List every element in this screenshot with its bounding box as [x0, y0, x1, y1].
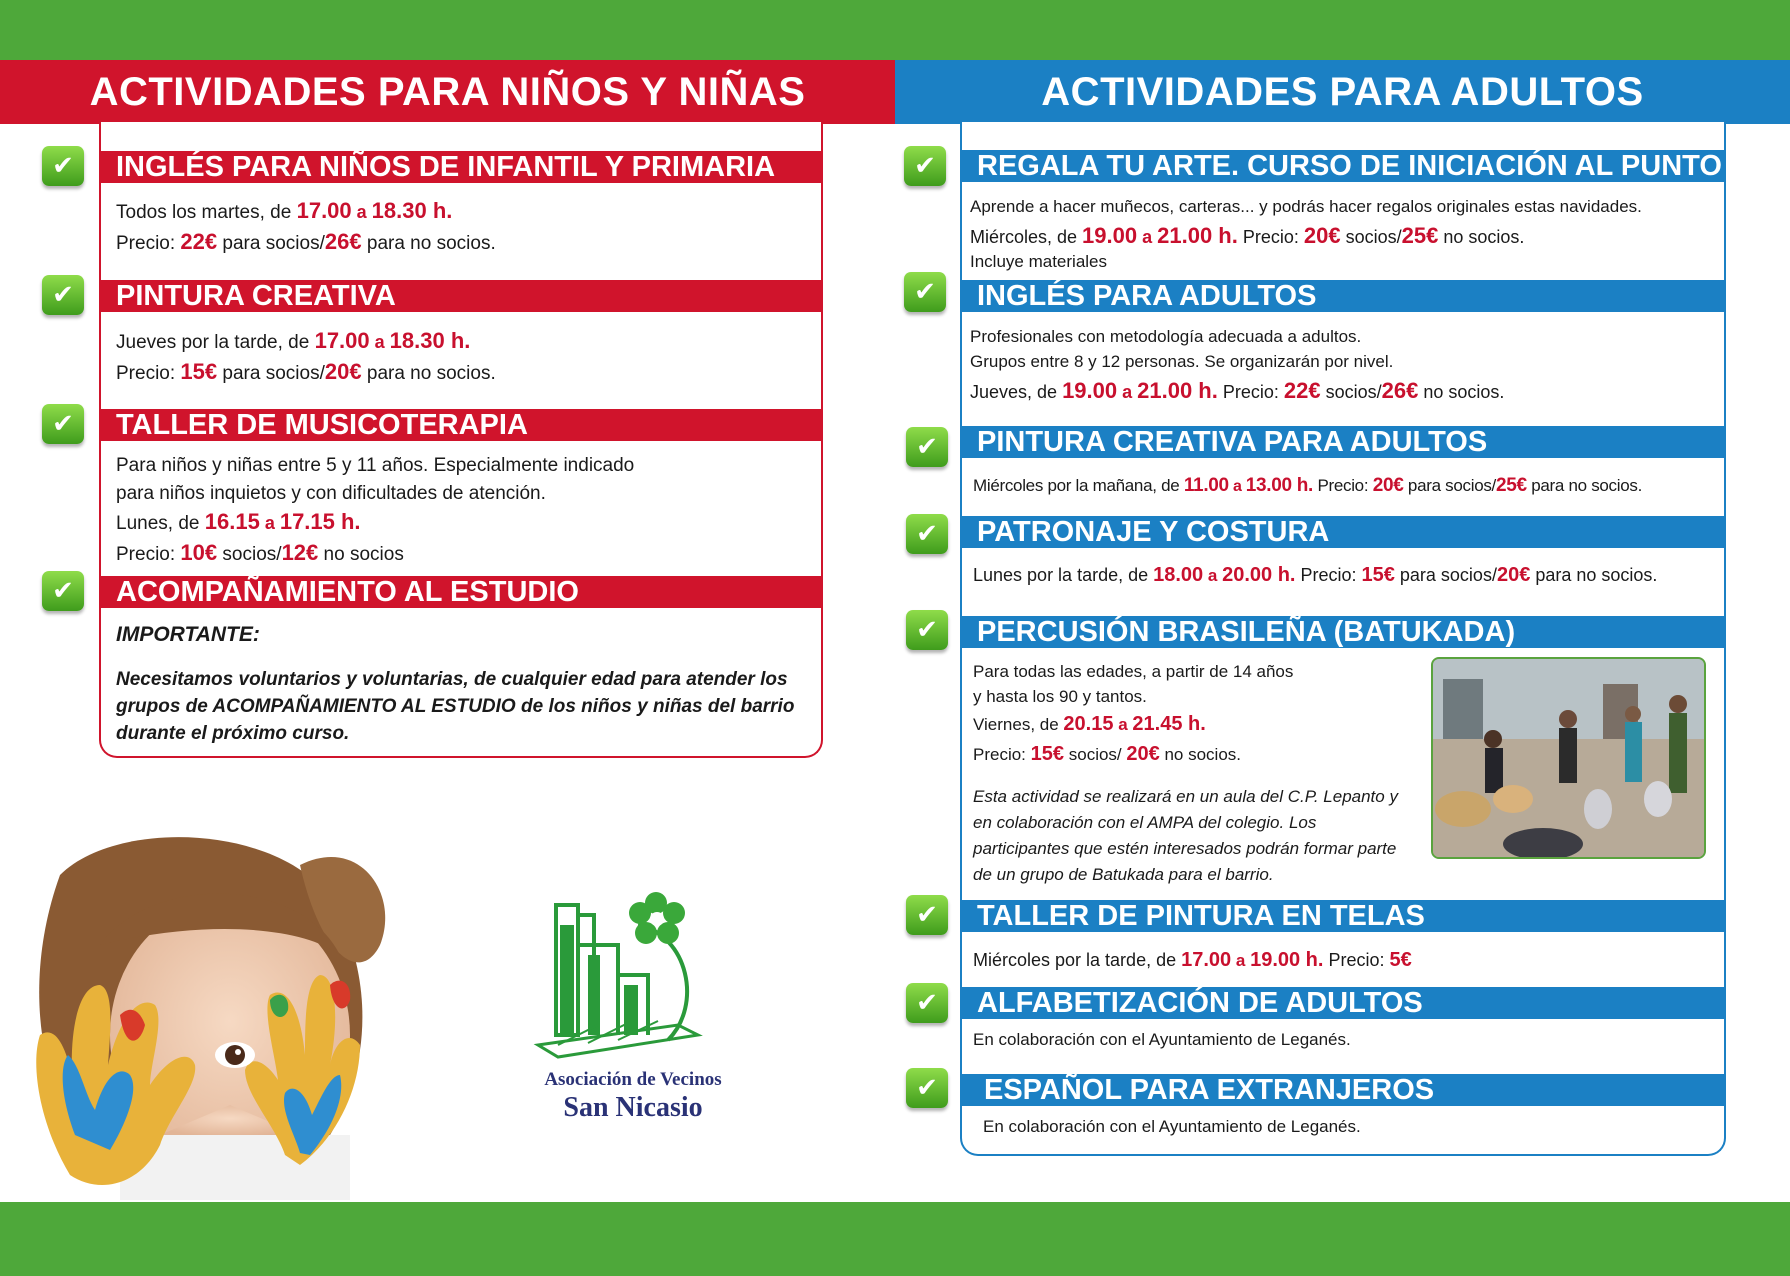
activity-title-musicoterapia: TALLER DE MUSICOTERAPIA [101, 409, 821, 441]
checkmark-icon: ✔ [906, 610, 948, 650]
activity-description: Aprende a hacer muñecos, carteras... y podrás hacer regalos originales estas navidades. [970, 197, 1642, 216]
activity-title-percusion: PERCUSIÓN BRASILEÑA (BATUKADA) [962, 616, 1724, 648]
checkmark-icon: ✔ [42, 275, 84, 315]
checkmark-icon: ✔ [906, 983, 948, 1023]
activity-schedule-price: Jueves, de 19.00 a 21.00 h. Precio: 22€ socios/26€ no socios. [970, 378, 1505, 403]
activity-title-regala-tu-arte: REGALA TU ARTE. CURSO DE INICIACIÓN AL PUNTO [962, 150, 1724, 182]
activity-schedule-price: Miércoles, de 19.00 a 21.00 h. Precio: 20€ socios/25€ no socios. [970, 223, 1525, 248]
activity-schedule: Jueves por la tarde, de 17.00 a 18.30 h. [116, 328, 471, 353]
checkmark-icon: ✔ [42, 146, 84, 186]
activity-schedule: Viernes, de 20.15 a 21.45 h. [973, 713, 1206, 735]
activity-title-alfabetizacion: ALFABETIZACIÓN DE ADULTOS [962, 987, 1724, 1019]
activity-title-pintura-telas: TALLER DE PINTURA EN TELAS [962, 900, 1724, 932]
activity-title-pintura-adultos: PINTURA CREATIVA PARA ADULTOS [962, 426, 1724, 458]
activity-title-espanol: ESPAÑOL PARA EXTRANJEROS [962, 1074, 1724, 1106]
activity-price: Precio: 15€ socios/ 20€ no socios. [973, 743, 1242, 765]
activity-schedule-price: Miércoles por la tarde, de 17.00 a 19.00 h. Precio: 5€ [973, 949, 1412, 971]
batukada-photo-illustration [1433, 659, 1706, 859]
batukada-photo [1431, 657, 1706, 859]
checkmark-icon: ✔ [906, 895, 948, 935]
activity-title-ingles-ninos: INGLÉS PARA NIÑOS DE INFANTIL Y PRIMARIA [101, 151, 821, 183]
activity-schedule: Lunes, de 16.15 a 17.15 h. [116, 509, 361, 534]
activity-description: para niños inquietos y con dificultades de atención. [116, 483, 546, 504]
volunteer-notice: Necesitamos voluntarios y voluntarias, de cualquier edad para atender los grupos de ACOMPAÑAMIENTO AL ESTUDIO de los niños y niñas del barrio durante el próximo curso. [116, 669, 795, 744]
checkmark-icon: ✔ [904, 146, 946, 186]
activity-title-pintura-ninos: PINTURA CREATIVA [101, 280, 821, 312]
checkmark-icon: ✔ [42, 404, 84, 444]
activity-price: Precio: 15€ para socios/20€ para no socios. [116, 359, 496, 384]
activity-description: En colaboración con el Ayuntamiento de Leganés. [983, 1117, 1361, 1136]
activity-price: Precio: 22€ para socios/26€ para no socios. [116, 229, 496, 254]
activity-title-ingles-adultos: INGLÉS PARA ADULTOS [962, 280, 1724, 312]
activity-description: Para todas las edades, a partir de 14 años [973, 662, 1294, 681]
child-painted-hands-photo [0, 835, 460, 1200]
logo-text-asociacion: Asociación de Vecinos [544, 1069, 722, 1090]
checkmark-icon: ✔ [906, 1068, 948, 1108]
kids-section-header: ACTIVIDADES PARA NIÑOS Y NIÑAS [0, 60, 895, 124]
checkmark-icon: ✔ [906, 427, 948, 467]
activity-description: Para niños y niñas entre 5 y 11 años. Especialmente indicado [116, 455, 635, 476]
important-label: IMPORTANTE: [116, 623, 260, 646]
checkmark-icon: ✔ [906, 514, 948, 554]
checkmark-icon: ✔ [42, 571, 84, 611]
adults-section-header: ACTIVIDADES PARA ADULTOS [895, 60, 1790, 124]
activity-schedule-price: Miércoles por la mañana, de 11.00 a 13.00 h. Precio: 20€ para socios/25€ para no socios. [973, 475, 1643, 496]
activity-description: y hasta los 90 y tantos. [973, 687, 1147, 706]
bottom-green-band [0, 1202, 1790, 1276]
activity-price: Precio: 10€ socios/12€ no socios [116, 540, 404, 565]
top-green-band [0, 0, 1790, 60]
child-illustration [0, 835, 460, 1200]
activity-title-patronaje: PATRONAJE Y COSTURA [962, 516, 1724, 548]
logo-text-san-nicasio: San Nicasio [563, 1092, 703, 1123]
activity-location-note: Esta actividad se realizará en un aula del C.P. Lepanto y en colaboración con el AMPA del colegio. Los participantes que estén interesados podrán formar parte de un grupo de Batukada para el barrio. [973, 787, 1398, 884]
activity-schedule-price: Lunes por la tarde, de 18.00 a 20.00 h. Precio: 15€ para socios/20€ para no socios. [973, 564, 1658, 586]
activity-description: Profesionales con metodología adecuada a adultos. [970, 327, 1362, 346]
activity-schedule: Todos los martes, de 17.00 a 18.30 h. [116, 198, 453, 223]
checkmark-icon: ✔ [904, 272, 946, 312]
activity-title-acompanamiento: ACOMPAÑAMIENTO AL ESTUDIO [101, 576, 821, 608]
activity-description: Grupos entre 8 y 12 personas. Se organizarán por nivel. [970, 352, 1394, 371]
activity-description: En colaboración con el Ayuntamiento de Leganés. [973, 1030, 1351, 1049]
logo-mark [528, 885, 738, 1065]
asociacion-logo [528, 885, 738, 1125]
activity-note: Incluye materiales [970, 252, 1108, 271]
